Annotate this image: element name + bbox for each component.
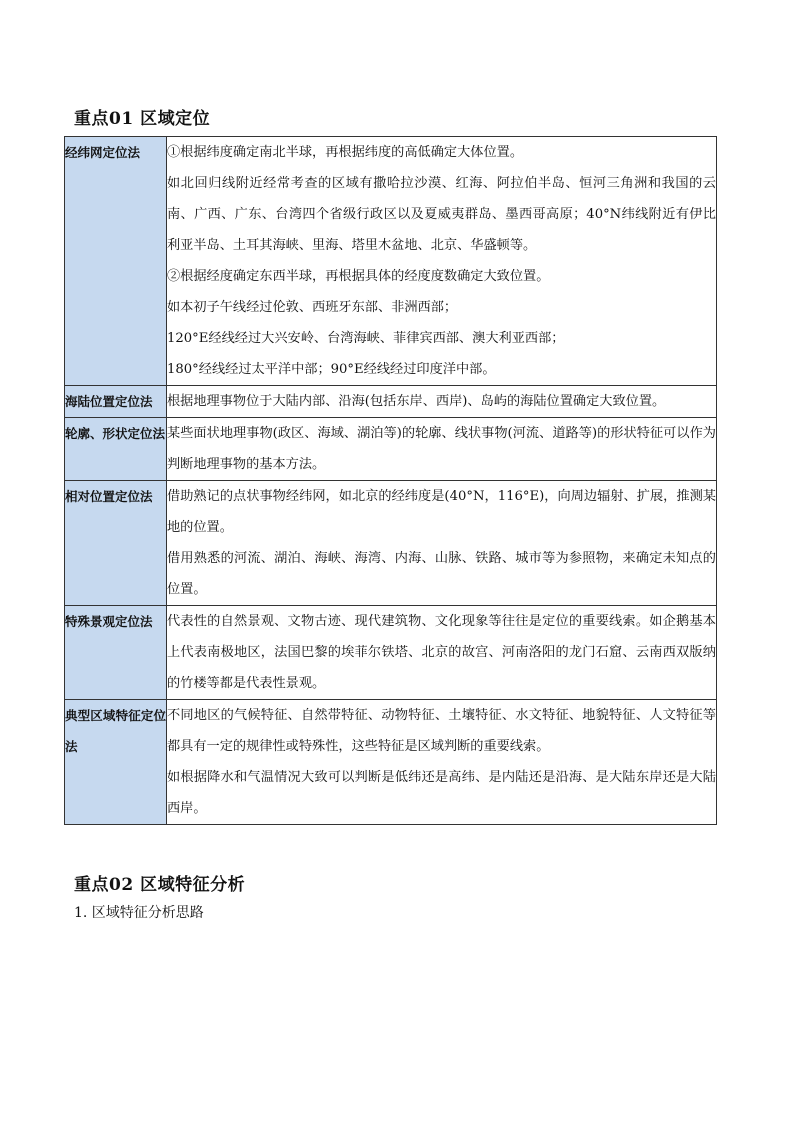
table-row bbox=[65, 418, 717, 481]
method-label: 特殊景观定位法 bbox=[65, 614, 153, 629]
row-content-cell bbox=[167, 700, 717, 825]
row-label-cell bbox=[65, 386, 167, 418]
table-row bbox=[65, 481, 717, 606]
subheading-analysis-approach: 1. 区域特征分析思路 bbox=[74, 905, 204, 921]
method-paragraph: ①根据纬度确定南北半球，再根据纬度的高低确定大体位置。 bbox=[167, 145, 524, 160]
table-row bbox=[65, 386, 717, 418]
method-paragraph: 不同地区的气候特征、自然带特征、动物特征、土壤特征、水文特征、地貌特征、人文特征等都具有一定的规律性或特殊性，这些特征是区域判断的重要线索。 bbox=[167, 708, 716, 754]
method-paragraph: 某些面状地理事物(政区、海域、湖泊等)的轮廓、线状事物(河流、道路等)的形状特征可以作为判断地理事物的基本方法。 bbox=[167, 426, 716, 472]
method-label: 海陆位置定位法 bbox=[65, 394, 153, 409]
method-paragraph: ②根据经度确定东西半球，再根据具体的经度度数确定大致位置。 bbox=[167, 269, 550, 284]
method-label: 典型区域特征定位法 bbox=[65, 708, 166, 754]
row-content-cell bbox=[167, 606, 717, 700]
row-label-cell bbox=[65, 418, 167, 481]
method-label: 轮廓、形状定位法 bbox=[65, 426, 166, 441]
location-methods-table bbox=[64, 136, 717, 825]
method-paragraph: 借助熟记的点状事物经纬网，如北京的经纬度是(40°N，116°E)，向周边辐射、扩展，推测某地的位置。 bbox=[167, 489, 716, 535]
section-title-regional-analysis: 重点02 区域特征分析 bbox=[74, 875, 246, 895]
method-paragraph: 如根据降水和气温情况大致可以判断是低纬还是高纬、是内陆还是沿海、是大陆东岸还是大陆西岸。 bbox=[167, 770, 716, 816]
table-row bbox=[65, 606, 717, 700]
table-row bbox=[65, 137, 717, 386]
row-content-cell bbox=[167, 481, 717, 606]
row-label-cell bbox=[65, 481, 167, 606]
row-content-cell bbox=[167, 386, 717, 418]
row-label-cell bbox=[65, 137, 167, 386]
row-label-cell bbox=[65, 606, 167, 700]
method-label: 经纬网定位法 bbox=[65, 145, 141, 160]
row-label-cell bbox=[65, 700, 167, 825]
method-paragraph: 180°经线经过太平洋中部；90°E经线经过印度洋中部。 bbox=[167, 362, 496, 377]
section-title-regional-location: 重点01 区域定位 bbox=[74, 109, 211, 129]
row-content-cell bbox=[167, 137, 717, 386]
method-paragraph: 120°E经线经过大兴安岭、台湾海峡、菲律宾西部、澳大利亚西部； bbox=[167, 331, 565, 346]
method-paragraph: 代表性的自然景观、文物古迹、现代建筑物、文化现象等往往是定位的重要线索。如企鹅基本上代表南极地区，法国巴黎的埃菲尔铁塔、北京的故宫、河南洛阳的龙门石窟、云南西双版纳的竹楼等都是代表性景观。 bbox=[167, 614, 716, 691]
method-paragraph: 借用熟悉的河流、湖泊、海峡、海湾、内海、山脉、铁路、城市等为参照物，来确定未知点的位置。 bbox=[167, 551, 716, 597]
method-paragraph: 如北回归线附近经常考查的区域有撒哈拉沙漠、红海、阿拉伯半岛、恒河三角洲和我国的云南、广西、广东、台湾四个省级行政区以及夏威夷群岛、墨西哥高原；40°N纬线附近有伊比利亚半岛、土耳其海峡、里海、塔里木盆地、北京、华盛顿等。 bbox=[167, 176, 716, 253]
method-paragraph: 根据地理事物位于大陆内部、沿海(包括东岸、西岸)、岛屿的海陆位置确定大致位置。 bbox=[167, 394, 666, 409]
method-paragraph: 如本初子午线经过伦敦、西班牙东部、非洲西部； bbox=[167, 300, 458, 315]
row-content-cell bbox=[167, 418, 717, 481]
method-label: 相对位置定位法 bbox=[65, 489, 153, 504]
table-row bbox=[65, 700, 717, 825]
